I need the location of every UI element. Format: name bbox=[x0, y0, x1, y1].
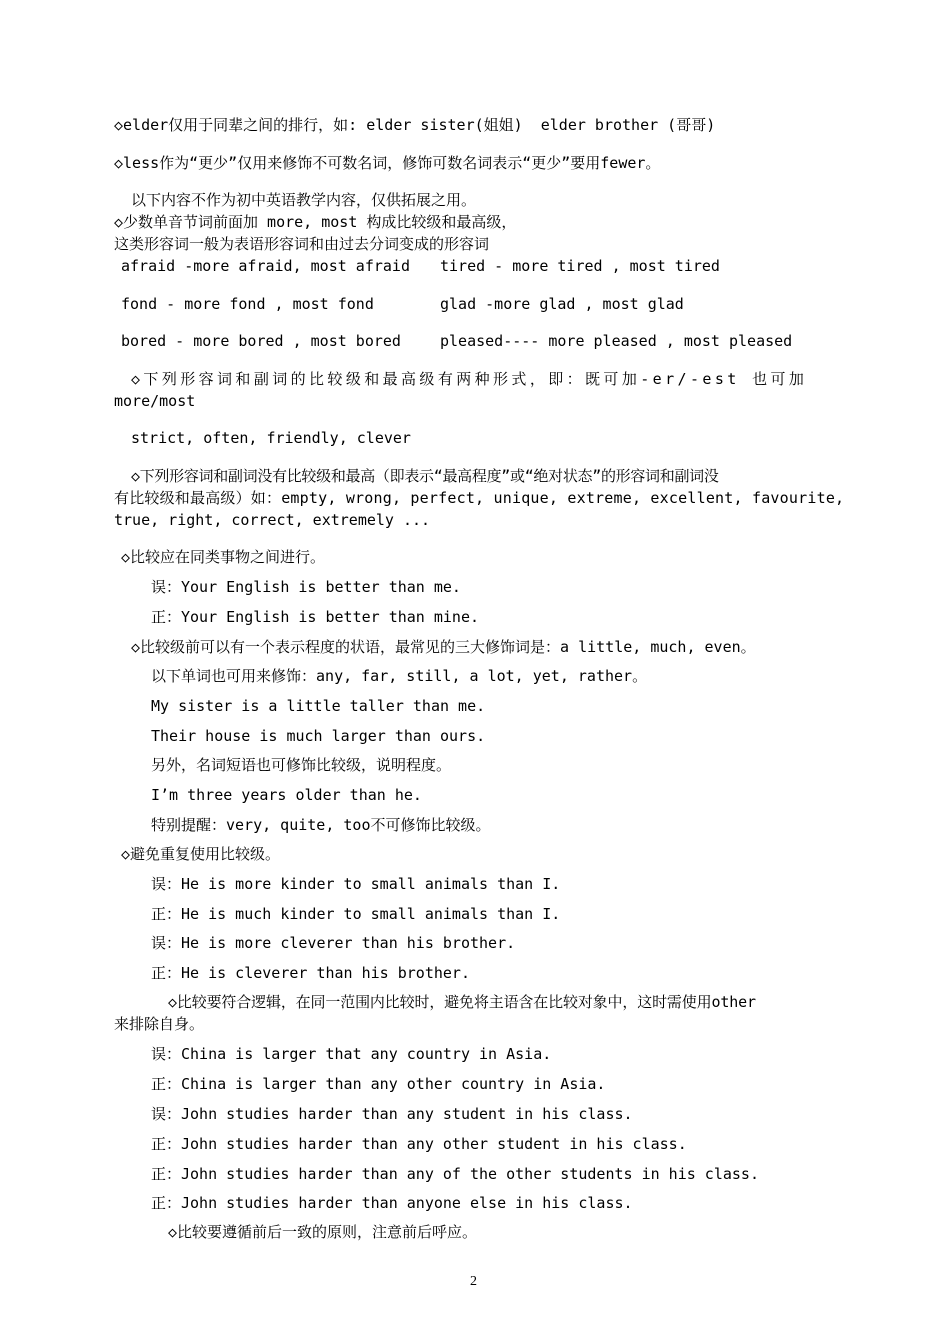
page-number: 2 bbox=[470, 1274, 477, 1289]
table-cell: pleased---- more pleased , most pleased bbox=[440, 332, 793, 350]
example-wrong: 误：He is more kinder to small animals than I. bbox=[151, 875, 561, 893]
example-wrong: 误：China is larger that any country in Asia. bbox=[151, 1045, 552, 1063]
note-elder: ◇elder仅用于同辈之间的排行，如: elder sister(姐姐) elder brother (哥哥) bbox=[114, 116, 716, 134]
note-no-comparative-cont: true, right, correct, extremely ... bbox=[114, 511, 431, 529]
example-wrong: 误：Your English is better than me. bbox=[151, 578, 461, 596]
note-other-modifiers: 以下单词也可用来修饰：any, far, still, a lot, yet, rather。 bbox=[151, 667, 648, 685]
table-cell: afraid -more afraid, most afraid bbox=[121, 257, 410, 275]
example-right: 正：China is larger than any other country in Asia. bbox=[151, 1075, 606, 1093]
note-avoid-repeat: ◇避免重复使用比较级。 bbox=[121, 845, 281, 863]
note-degree-adverbs: ◇比较级前可以有一个表示程度的状语，最常见的三大修饰词是：a little, much, even。 bbox=[131, 638, 756, 656]
note-less: ◇less作为“更少”仅用来修饰不可数名词，修饰可数名词表示“更少”要用fewer。 bbox=[114, 154, 661, 172]
note-two-forms: ◇下列形容词和副词的比较级和最高级有两种形式，即：既可加-er/-est 也可加 bbox=[131, 370, 808, 388]
note-consistency: ◇比较要遵循前后一致的原则，注意前后呼应。 bbox=[168, 1223, 478, 1241]
note-two-forms-cont: more/most bbox=[114, 392, 196, 410]
table-cell: bored - more bored , most bored bbox=[121, 332, 401, 350]
example-right: 正：He is much kinder to small animals than I. bbox=[151, 905, 561, 923]
example-right: 正：John studies harder than any of the other students in his class. bbox=[151, 1165, 759, 1183]
note-noun-phrase: 另外，名词短语也可修饰比较级，说明程度。 bbox=[151, 756, 452, 774]
note-predicative: 这类形容词一般为表语形容词和由过去分词变成的形容词 bbox=[114, 235, 490, 253]
example-sentence: Their house is much larger than ours. bbox=[151, 727, 486, 745]
note-same-type: ◇比较应在同类事物之间进行。 bbox=[121, 548, 326, 566]
example-right: 正：John studies harder than any other student in his class. bbox=[151, 1135, 687, 1153]
note-no-comparative: ◇下列形容词和副词没有比较级和最高（即表示“最高程度”或“绝对状态”的形容词和副词没 bbox=[131, 467, 719, 485]
example-words: strict, often, friendly, clever bbox=[131, 429, 411, 447]
example-sentence: I’m three years older than he. bbox=[151, 786, 422, 804]
note-no-comparative-cont: 有比较级和最高级）如：empty, wrong, perfect, unique, extreme, excellent, favourite, bbox=[114, 489, 845, 507]
note-monosyllabic: ◇少数单音节词前面加 more, most 构成比较级和最高级， bbox=[114, 213, 517, 231]
note-logic-cont: 来排除自身。 bbox=[114, 1015, 205, 1033]
note-reminder: 特别提醒：very, quite, too不可修饰比较级。 bbox=[151, 816, 491, 834]
example-right: 正：John studies harder than anyone else in his class. bbox=[151, 1194, 633, 1212]
example-right: 正：He is cleverer than his brother. bbox=[151, 964, 470, 982]
table-cell: fond - more fond , most fond bbox=[121, 295, 374, 313]
example-wrong: 误：He is more cleverer than his brother. bbox=[151, 934, 516, 952]
table-cell: glad -more glad , most glad bbox=[440, 295, 684, 313]
extension-notice: 以下内容不作为初中英语教学内容，仅供拓展之用。 bbox=[131, 191, 477, 209]
example-wrong: 误：John studies harder than any student in his class. bbox=[151, 1105, 633, 1123]
table-cell: tired - more tired , most tired bbox=[440, 257, 720, 275]
example-sentence: My sister is a little taller than me. bbox=[151, 697, 486, 715]
example-right: 正：Your English is better than mine. bbox=[151, 608, 480, 626]
note-logic: ◇比较要符合逻辑，在同一范围内比较时，避免将主语含在比较对象中，这时需使用other bbox=[168, 993, 756, 1011]
